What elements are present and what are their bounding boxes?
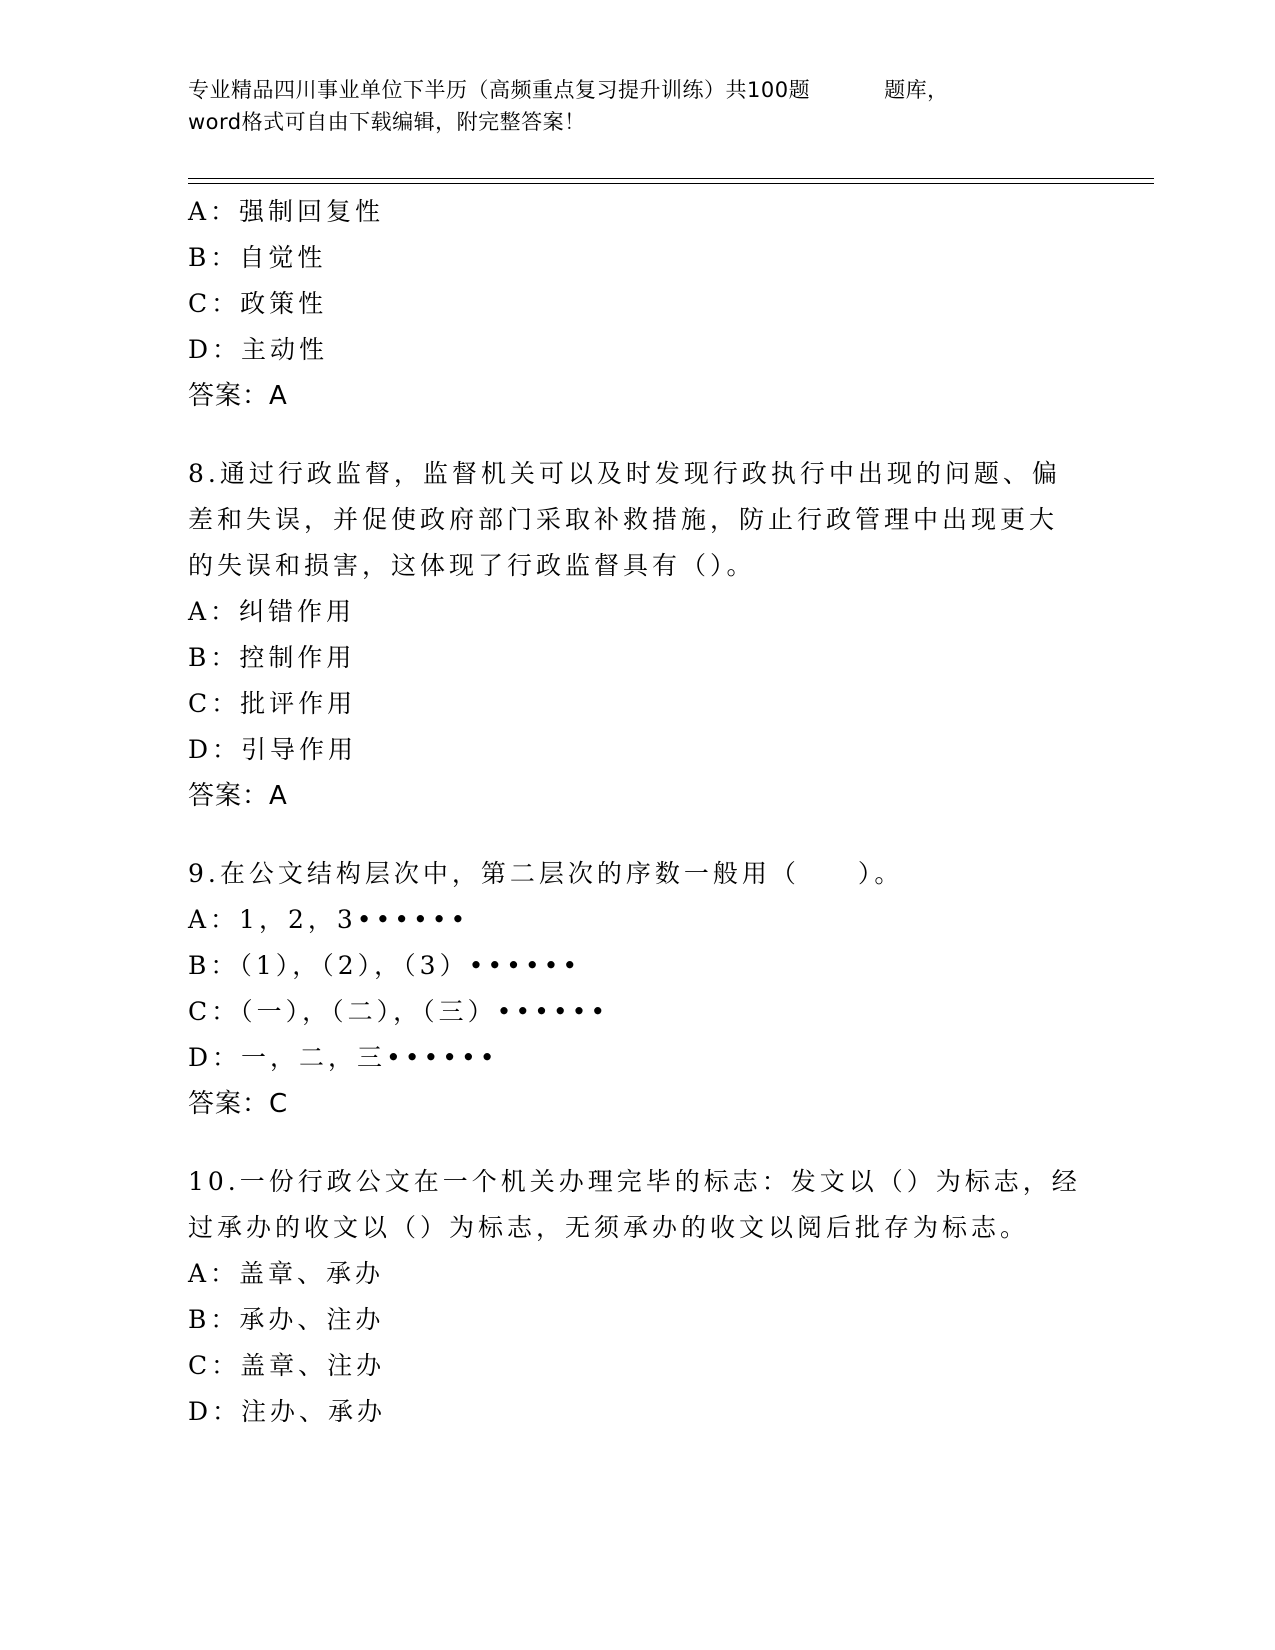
option-b: B：承办、注办: [188, 1305, 385, 1334]
option-a: A：强制回复性: [188, 197, 385, 226]
option-c: C：政策性: [188, 289, 328, 318]
question-8: [188, 451, 1088, 819]
question-stem-line: 差和失误，并促使政府部门采取补救措施，防止行政管理中出现更大: [188, 505, 1059, 534]
option-c: C：盖章、注办: [188, 1351, 386, 1380]
question-stem-line: 过承办的收文以（）为标志，无须承办的收文以阅后批存为标志。: [188, 1213, 1030, 1242]
question-stem-line: 8.通过行政监督，监督机关可以及时发现行政执行中出现的问题、偏: [188, 459, 1061, 488]
option-a: A：1，2，3••••••: [188, 905, 470, 934]
option-c: C：批评作用: [188, 689, 357, 718]
answer: 答案：C: [188, 1089, 289, 1119]
question-10: [188, 1159, 1088, 1435]
option-d: D：一，二，三••••••: [188, 1043, 499, 1072]
question-stem-line: 9.在公文结构层次中，第二层次的序数一般用（ ）。: [188, 859, 904, 888]
header-divider-top: [188, 178, 1154, 179]
option-a: A：纠错作用: [188, 597, 356, 626]
answer: 答案：A: [188, 781, 288, 811]
option-a: A：盖章、承办: [188, 1259, 385, 1288]
question-stem-line: 10.一份行政公文在一个机关办理完毕的标志：发文以（）为标志，经: [188, 1167, 1081, 1196]
answer: 答案：A: [188, 381, 288, 411]
question-7: [188, 189, 1088, 419]
option-b: B：自觉性: [188, 243, 327, 272]
option-d: D：引导作用: [188, 735, 358, 764]
header-title-suffix: 题库，: [884, 78, 949, 102]
header-line-1: [188, 74, 1088, 106]
header-line-2: word格式可自由下载编辑，附完整答案！: [188, 110, 586, 134]
question-9: [188, 851, 1088, 1127]
option-d: D：主动性: [188, 335, 329, 364]
option-b: B：（1），（2），（3）••••••: [188, 951, 582, 980]
option-d: D：注办、承办: [188, 1397, 387, 1426]
question-content: [188, 189, 1088, 1435]
page-header: [188, 74, 1088, 138]
header-divider-bottom: [188, 183, 1154, 184]
header-title: 专业精品四川事业单位下半历（高频重点复习提升训练）共100题: [188, 78, 811, 102]
option-b: B：控制作用: [188, 643, 356, 672]
option-c: C：（一），（二），（三）••••••: [188, 997, 610, 1026]
question-stem-line: 的失误和损害，这体现了行政监督具有（）。: [188, 551, 756, 580]
